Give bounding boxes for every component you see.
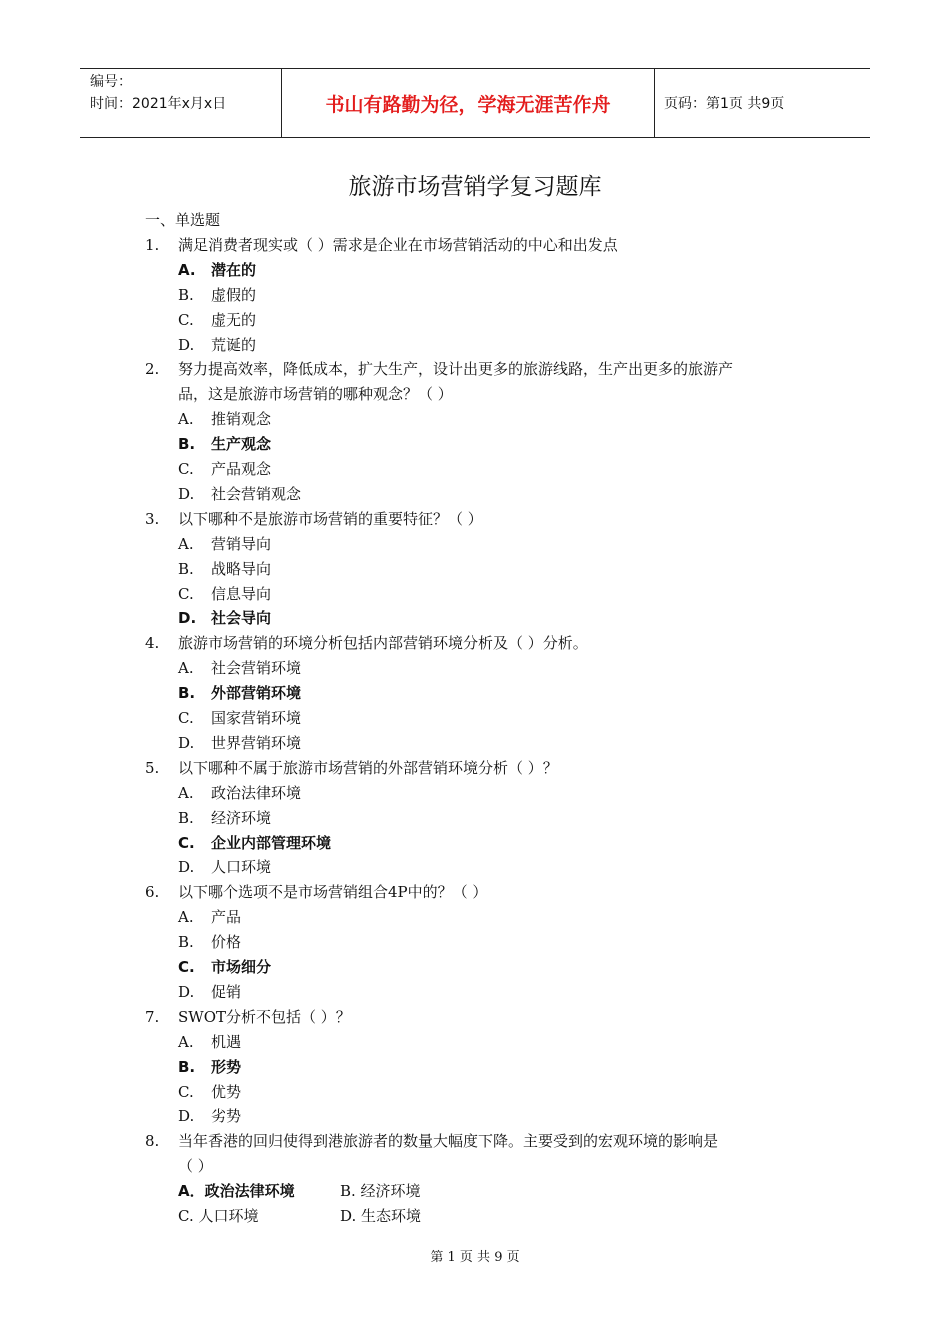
option-text: 优势 [211,1082,242,1101]
answer-option [0,930,950,955]
option-item: B. 经济环境 [340,1182,421,1201]
option-letter: A. [178,260,196,279]
option-text: 世界营销环境 [211,733,302,752]
question-stem [0,1005,950,1030]
section-heading [0,208,950,233]
answer-option [0,1055,950,1080]
answer-option [0,681,950,706]
code-label: 编号： [90,74,132,90]
question-number: 8. [145,1132,160,1151]
option-letter: C. [178,958,195,976]
option-letter: D. [178,733,195,752]
question-text: SWOT分析不包括（ ）？ [178,1007,351,1026]
option-item: A．政治法律环境 [178,1182,295,1201]
option-letter: C. [178,460,194,478]
option-text: 价格 [211,933,242,952]
option-text: 产品观念 [211,460,272,478]
question-number: 4. [145,634,160,653]
option-letter: B. [178,684,196,703]
option-text: 政治法律环境 [211,783,302,802]
option-text: 信息导向 [211,584,272,603]
option-letter: C. [178,310,194,329]
header-meta [90,71,280,115]
option-text: 战略导向 [211,559,272,578]
header-divider [654,69,655,137]
option-letter: D. [178,858,195,877]
answer-option [0,582,950,607]
option-text: 生产观念 [211,435,272,454]
answer-option [0,731,950,756]
option-text: 社会导向 [211,609,272,628]
question-stem [0,233,950,258]
option-letter: D. [178,484,195,503]
question-number: 2. [145,360,160,379]
option-letter: A. [178,410,194,429]
answer-option [0,905,950,930]
question-stem [0,880,950,905]
option-text: 潜在的 [211,260,257,279]
answer-option [0,482,950,507]
option-letter: D. [178,609,197,628]
option-text: 经济环境 [211,808,272,827]
question-stem [0,631,950,656]
answer-option [0,308,950,333]
option-text: 国家营销环境 [211,709,302,727]
question-number: 6. [145,883,160,902]
option-text: 社会营销观念 [211,484,302,503]
time-label: 时间：2021年x月x日 [90,96,227,112]
option-text: 营销导向 [211,534,272,553]
answer-option [0,781,950,806]
answer-option [0,557,950,582]
answer-option [0,706,950,731]
answer-option-row [0,1204,950,1229]
option-letter: C. [178,833,195,852]
answer-option [0,532,950,557]
option-text: 机遇 [211,1032,242,1051]
question-text: 品，这是旅游市场营销的哪种观念？（ ） [178,385,453,404]
option-letter: C. [178,584,194,603]
answer-option [0,457,950,482]
question-text: 以下哪种不属于旅游市场营销的外部营销环境分析（ ）？ [178,758,558,777]
answer-option [0,1030,950,1055]
answer-option [0,1080,950,1105]
option-letter: B. [178,435,196,454]
answer-option [0,955,950,980]
option-letter: D. [178,982,195,1001]
question-stem [0,507,950,532]
question-text: 当年香港的回归使得到港旅游者的数量大幅度下降。主要受到的宏观环境的影响是 [178,1132,719,1151]
answer-option [0,407,950,432]
question-text: 旅游市场营销的环境分析包括内部营销环境分析及（ ）分析。 [178,634,588,653]
question-stem [0,1154,950,1179]
question-stem [0,382,950,407]
option-text: 外部营销环境 [211,684,302,703]
question-text: 努力提高效率，降低成本，扩大生产，设计出更多的旅游线路，生产出更多的旅游产 [178,360,734,379]
option-text: 荒诞的 [211,335,257,354]
option-letter: B. [178,1057,196,1076]
question-text: （ ） [178,1157,213,1176]
answer-option [0,432,950,457]
option-letter: D. [178,335,195,354]
answer-option [0,1104,950,1129]
option-text: 推销观念 [211,410,272,429]
option-text: 人口环境 [211,858,272,877]
answer-option [0,806,950,831]
option-letter: A. [178,783,194,802]
page-header [80,68,870,138]
option-letter: C. [178,1082,194,1101]
option-letter: A. [178,534,194,553]
option-letter: A. [178,659,194,678]
answer-option [0,333,950,358]
answer-option [0,980,950,1005]
question-number: 7. [145,1007,160,1026]
document-title: 旅游市场营销学复习题库 [348,174,602,200]
option-item: D. 生态环境 [340,1207,422,1225]
question-number: 5. [145,758,160,777]
option-text: 形势 [211,1057,242,1076]
option-text: 社会营销环境 [211,659,302,678]
option-text: 促销 [211,982,242,1001]
answer-option [0,606,950,631]
answer-option [0,258,950,283]
question-stem [0,756,950,781]
answer-option-row [0,1179,950,1204]
header-motto: 书山有路勤为径，学海无涯苦作舟 [325,93,611,116]
option-text: 市场细分 [211,958,272,976]
answer-option [0,283,950,308]
option-text: 产品 [211,908,242,927]
option-letter: B. [178,285,194,304]
option-text: 劣势 [211,1107,242,1126]
option-text: 虚无的 [211,310,257,329]
option-letter: A. [178,908,194,927]
option-item: C. 人口环境 [178,1207,259,1225]
question-text: 以下哪个选项不是市场营销组合4P中的？（ ） [178,883,488,902]
option-letter: B. [178,559,194,578]
section-title: 一、单选题 [145,211,221,229]
question-stem [0,357,950,382]
page-footer: 第 1 页 共 9 页 [430,1250,520,1265]
question-number: 1. [145,235,160,254]
answer-option [0,855,950,880]
option-text: 虚假的 [211,285,257,304]
page-indicator: 页码：第1页 共9页 [664,96,785,112]
option-text: 企业内部管理环境 [211,833,332,852]
question-stem [0,1129,950,1154]
answer-option [0,831,950,856]
question-number: 3. [145,509,160,528]
option-letter: C. [178,709,194,727]
answer-option [0,656,950,681]
question-text: 满足消费者现实或（ ）需求是企业在市场营销活动的中心和出发点 [178,235,618,254]
option-letter: D. [178,1107,195,1126]
option-letter: A. [178,1032,194,1051]
question-text: 以下哪种不是旅游市场营销的重要特征？（ ） [178,509,483,528]
option-letter: B. [178,933,194,952]
option-letter: B. [178,808,194,827]
